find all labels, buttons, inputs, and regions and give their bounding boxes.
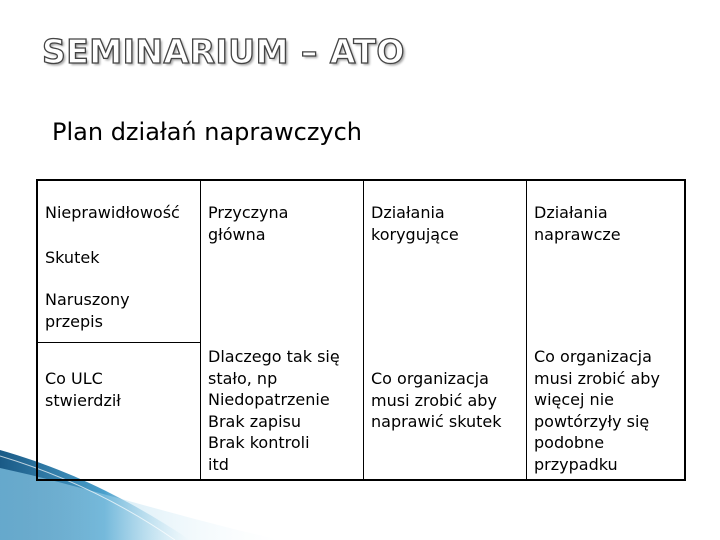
cell-text-fix-effect: Co organizacja musi zrobić aby naprawić skutek xyxy=(371,369,502,431)
table-row-divider xyxy=(38,342,200,343)
header-label-przyczyna: Przyczyna główna xyxy=(208,203,289,244)
action-plan-table xyxy=(36,179,686,481)
table-cell-fix-effect xyxy=(371,368,502,433)
header-cell-remedial xyxy=(534,202,621,245)
header-cell-corrective xyxy=(371,202,459,245)
header-label-naruszony-przepis: Naruszony przepis xyxy=(45,290,130,331)
table-col-divider xyxy=(526,181,527,479)
cell-text-found: Co ULC stwierdził xyxy=(45,369,121,410)
table-col-divider xyxy=(200,181,201,479)
slide-title: SEMINARIUM – ATO xyxy=(42,32,405,71)
header-label-naprawcze: Działania naprawcze xyxy=(534,203,621,244)
table-cell-found xyxy=(45,368,121,411)
table-col-divider xyxy=(363,181,364,479)
header-cell-issue xyxy=(45,202,180,224)
slide-subtitle: Plan działań naprawczych xyxy=(52,118,363,146)
table-cell-why xyxy=(208,346,340,475)
header-cell-effect xyxy=(45,247,99,269)
header-cell-root-cause xyxy=(208,202,288,245)
header-label-nieprawidlowosc: Nieprawidłowość xyxy=(45,203,180,222)
header-label-skutek: Skutek xyxy=(45,248,100,267)
header-cell-regulation xyxy=(45,289,130,332)
header-label-korygujace: Działania korygujące xyxy=(371,203,459,244)
table-cell-prevent xyxy=(534,346,660,475)
cell-text-why: Dlaczego tak się stało, np Niedopatrzenie Brak zapisu Brak kontroli itd xyxy=(208,347,340,474)
cell-text-prevent: Co organizacja musi zrobić aby więcej nie powtórzyły się podobne przypadku xyxy=(534,347,660,474)
